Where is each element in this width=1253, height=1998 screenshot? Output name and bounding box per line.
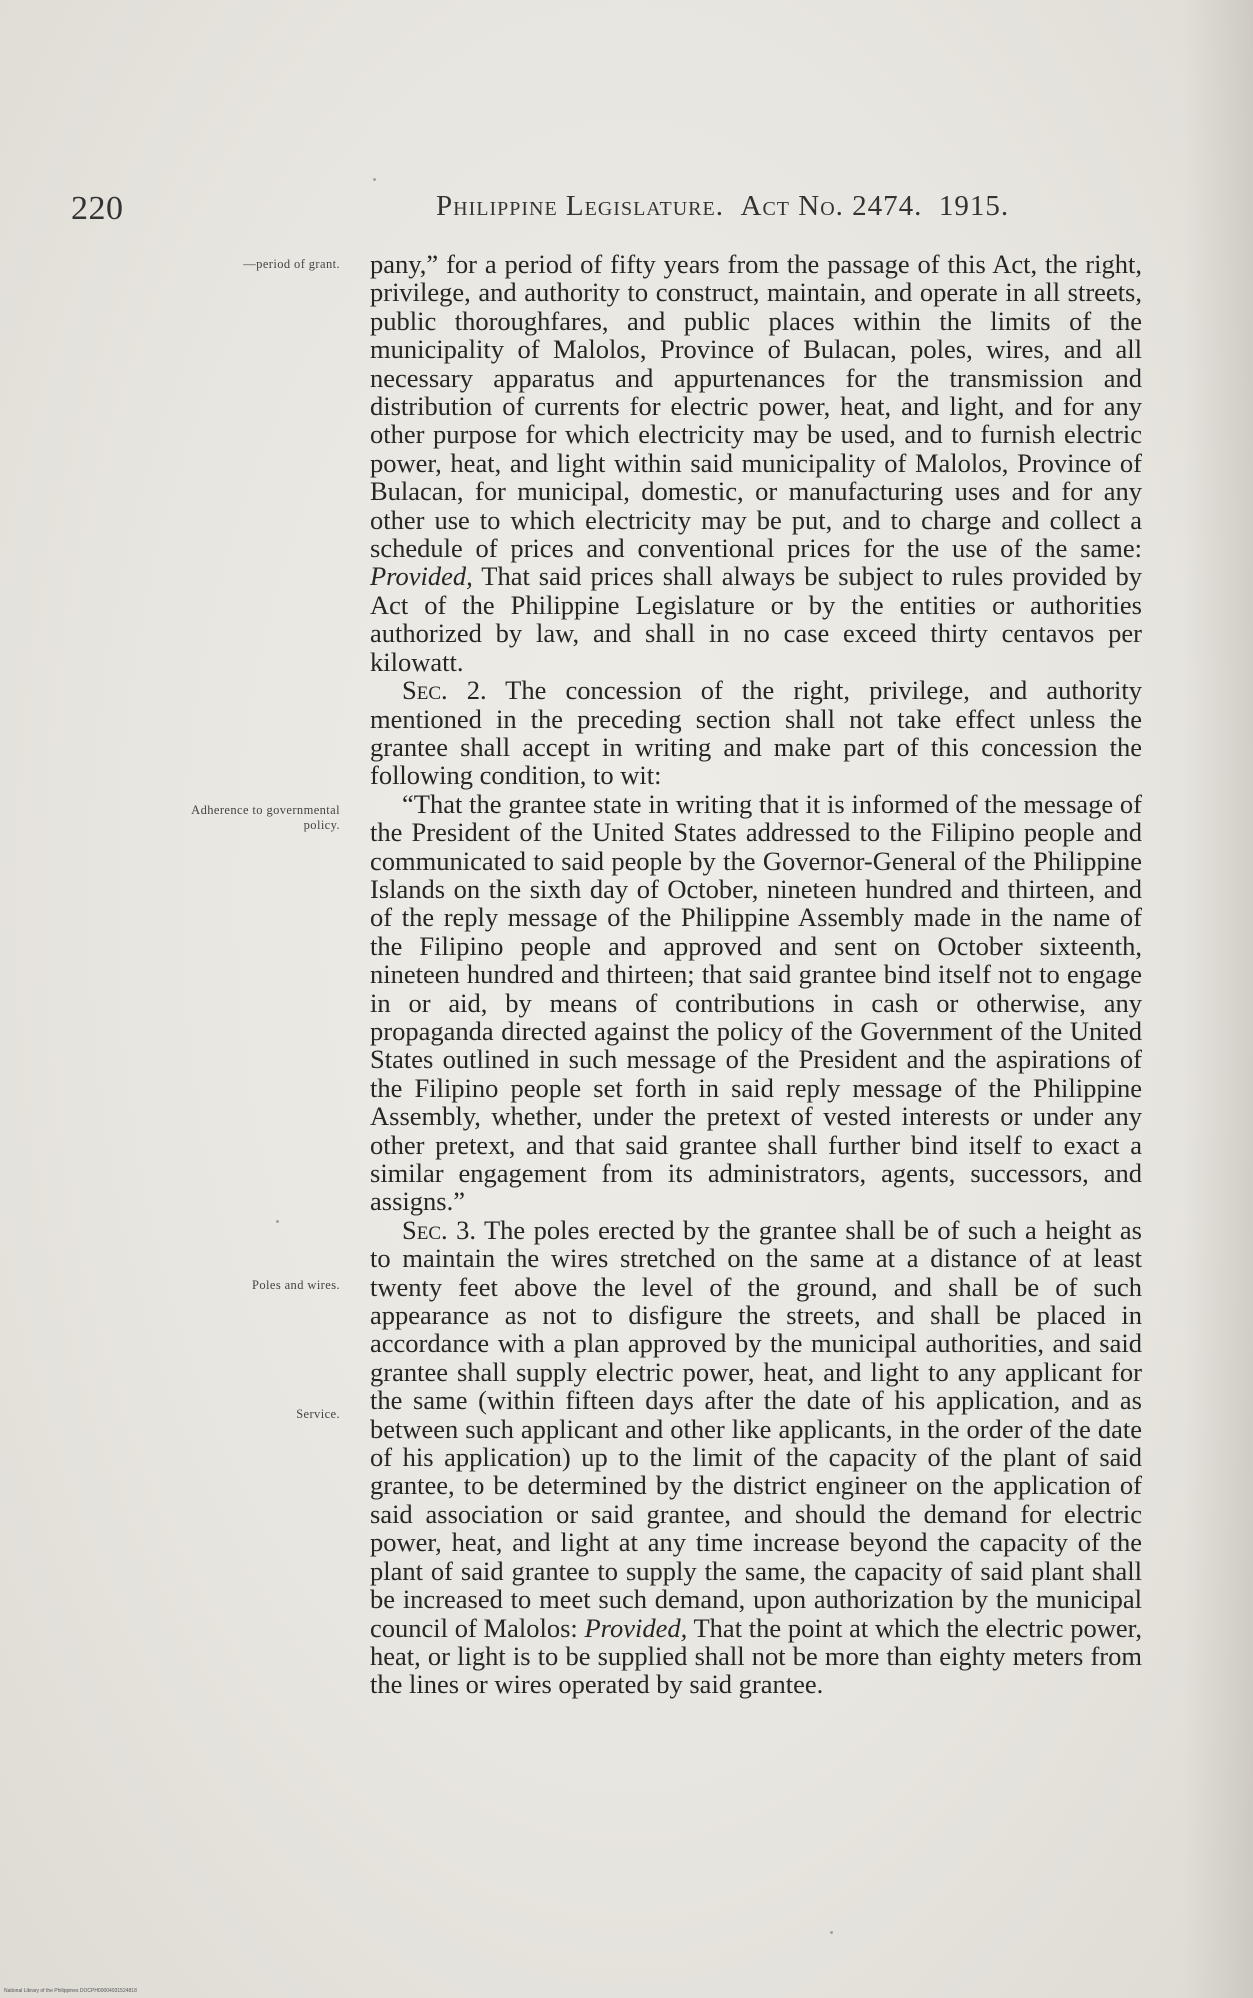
scan-footer: National Library of the Philippines DOCPH00004931524818 (4, 1988, 137, 1994)
section-2-label: Sec. 2. (402, 675, 487, 706)
margin-note-adherence: Adherence to governmental policy. (191, 803, 340, 832)
page-edge-shadow (1183, 0, 1253, 1998)
section-3-label: Sec. 3. (402, 1214, 476, 1245)
margin-note-poles: Poles and wires. (252, 1278, 340, 1292)
section-2-text: The concession of the right, privilege, and authority mentioned in the preceding section shall not take effect unless the grantee shall accept in writing and make part of this concession the following condition, to wit: (370, 675, 1142, 791)
section-3-text-b: That the point at which the electric power, heat, or light is to be supplied shall not be more than eighty meters from the lines or wires operated by said grantee. (370, 1612, 1142, 1700)
paragraph-section-2 (370, 676, 1142, 790)
body-text (370, 250, 1142, 1699)
provided-italic: Provided, (584, 1612, 688, 1643)
section-3-text-a: The poles erected by the grantee shall be of such a height as to maintain the wires stretched on the same at a distance of at least twenty feet above the level of the ground, and shall be of such appearance as not to disfigure the streets, and shall be placed in accordance with a plan approved by the municipal authorities, and said grantee shall supply electric power, heat, and light to any applicant for the same (within fifteen days after the date of his application, and as between such applicant and other like applicants, in the order of the date of his application) up to the limit of the capacity of the plant of said grantee, to be determined by the district engineer on the application of said association or said grantee, and should the demand for electric power, heat, and light at any time increase beyond the capacity of the plant of said grantee to supply the same, the capacity of said plant shall be increased to meet such demand, upon authorization by the municipal council of Malolos: (370, 1214, 1142, 1643)
running-head-year: 1915. (938, 190, 1010, 222)
running-head (436, 190, 1096, 223)
running-head-act: Act No. 2474. (740, 190, 923, 222)
margin-note-period: —period of grant. (243, 257, 340, 271)
paragraph-condition (370, 790, 1142, 1216)
paragraph-1 (370, 250, 1142, 676)
scan-speck (276, 1220, 279, 1223)
page-number: 220 (71, 190, 124, 227)
condition-text: “That the grantee state in writing that it is informed of the message of the President of the United States addressed to the Filipino people and communicated to said people by the Governor-General of the Philippine Islands on the sixth day of October, nineteen hundred and thirteen, and of the reply message of the Philippine Assembly made in the name of the Filipino people and approved and sent on October sixteenth, nineteen hundred and thirteen; that said grantee bind itself not to engage in or aid, by means of contributions in cash or otherwise, any propaganda directed against the policy of the Government of the United States outlined in such message of the President and the aspirations of the Filipino people set forth in said reply message of the Philippine Assembly, whether, under the pretext of vested interests or under any other pretext, and that said grantee shall further bind itself to exact a similar engagement from its administrators, agents, successors, and assigns.” (370, 788, 1142, 1217)
scan-speck (373, 178, 376, 181)
scan-speck (830, 1931, 833, 1934)
margin-note-service: Service. (296, 1407, 340, 1421)
paragraph-section-3 (370, 1216, 1142, 1699)
paragraph-1-text-b: That said prices shall always be subject to rules provided by Act of the Philippine Legislature or by the entities or authorities authorized by law, and shall in no case exceed thirty centavos per kilowatt. (370, 561, 1142, 677)
running-head-title: Philippine Legislature. (436, 190, 724, 222)
provided-italic: Provided, (370, 561, 473, 592)
paragraph-1-text-a: pany,” for a period of fifty years from the passage of this Act, the right, privilege, and authority to construct, maintain, and operate in all streets, public thoroughfares, and public places within the limits of the municipality of Malolos, Province of Bulacan, poles, wires, and all necessary apparatus and appurtenances for the transmission and distribution of currents for electric power, heat, and light, and for any other purpose for which electricity may be used, and to furnish electric power, heat, and light within said municipality of Malolos, Province of Bulacan, for municipal, domestic, or manufacturing uses and for any other use to which electricity may be put, and to charge and collect a schedule of prices and conventional prices for the use of the same: (370, 249, 1142, 564)
